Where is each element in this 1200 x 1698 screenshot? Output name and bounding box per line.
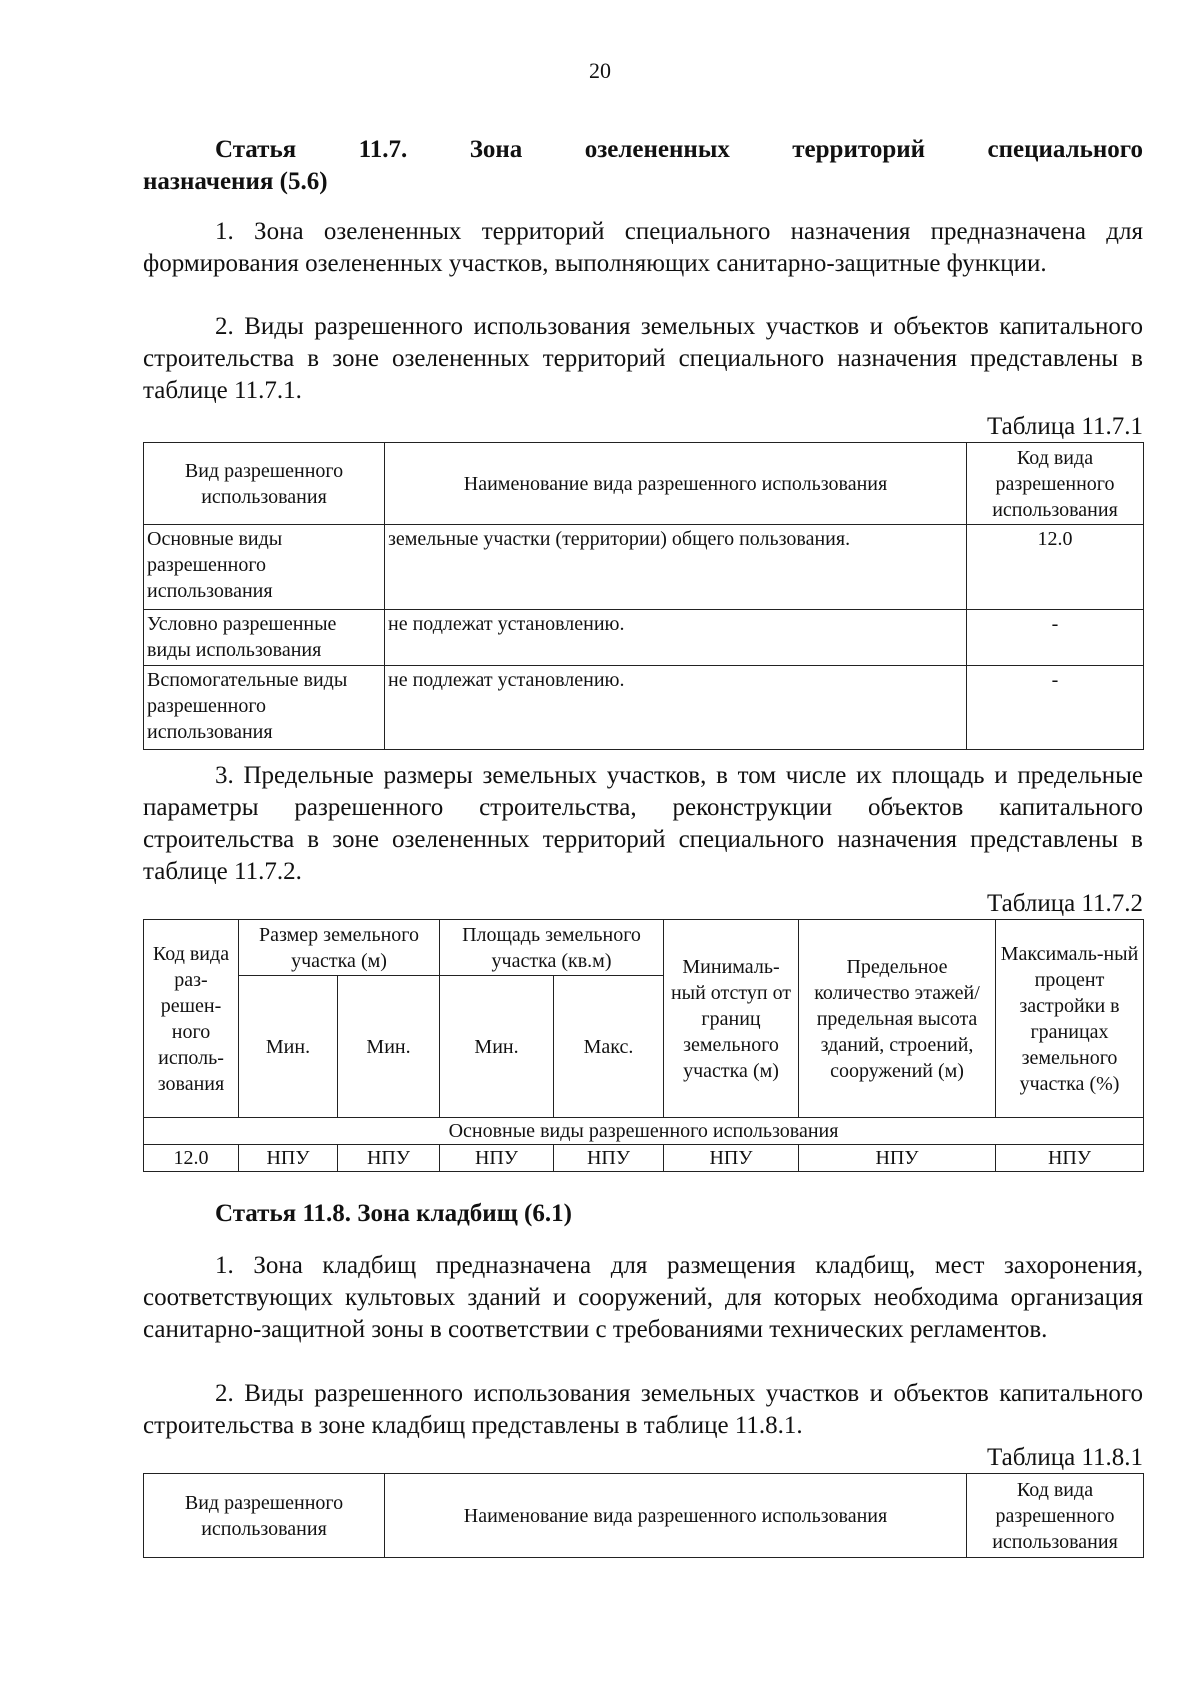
article-11-7-paragraph-1 [143, 216, 1143, 280]
table-cell: НПУ [799, 1145, 996, 1172]
subheader-cell: Макс. [554, 976, 664, 1118]
article-11-8-heading: Статья 11.8. Зона кладбищ (6.1) [215, 1200, 572, 1227]
header-cell: Код вида разрешенного использования [967, 1474, 1144, 1558]
article-11-7-heading [143, 134, 1143, 198]
table-11-7-2 [143, 919, 1144, 1172]
table-header-row [144, 920, 1144, 976]
paragraph-text: 1. Зона кладбищ предназначена для размещения кладбищ, мест захоронения, соответствующих культовых зданий и сооружений, для которых необходима организация санитарно-защитной зоны в соответствии с требованиями технических регламентов. [143, 1252, 1143, 1343]
header-cell: Наименование вида разрешенного использования [385, 443, 967, 525]
table-cell: НПУ [440, 1145, 554, 1172]
header-min-offset: Минималь-ный отступ от границ земельного участка (м) [664, 920, 799, 1118]
table-row [144, 610, 1144, 666]
table-cell: - [967, 666, 1144, 750]
header-area-text: Площадь земельного участка (кв.м) [462, 923, 641, 972]
header-cell: Код вида разрешенного использования [967, 443, 1144, 525]
table-11-8-1-caption: Таблица 11.8.1 [987, 1444, 1143, 1471]
subheader-cell: Мин. [338, 976, 440, 1118]
table-cell: НПУ [239, 1145, 338, 1172]
header-cell: Вид разрешенного использования [144, 443, 385, 525]
table-cell: не подлежат установлению. [385, 666, 967, 750]
table-11-7-1 [143, 442, 1144, 750]
paragraph-text: 2. Виды разрешенного использования земельных участков и объектов капитального строительства в зоне озелененных территорий специального назначения представлены в таблице 11.7.1. [143, 313, 1143, 404]
page-number: 20 [589, 58, 611, 83]
table-section-row [144, 1118, 1144, 1145]
header-floors: Предельное количество этажей/ предельная высота зданий, строений, сооружений (м) [799, 920, 996, 1118]
subheader-cell: Мин. [239, 976, 338, 1118]
paragraph-text: 1. Зона озелененных территорий специального назначения предназначена для формирования озелененных участков, выполняющих санитарно-защитные функции. [143, 218, 1143, 277]
article-11-8-paragraph-2 [143, 1378, 1143, 1442]
article-11-7-heading-line2: назначения (5.6) [143, 168, 328, 195]
table-cell: 12.0 [967, 525, 1144, 610]
table-cell: - [967, 610, 1144, 666]
heading-word: специального [987, 136, 1143, 163]
table-row [144, 1145, 1144, 1172]
header-code: Код вида раз-решен-ного исполь-зования [144, 920, 239, 1118]
section-cell: Основные виды разрешенного использования [144, 1118, 1144, 1145]
article-11-7-heading-line1 [143, 134, 1143, 166]
header-size [239, 920, 440, 976]
table-cell: 12.0 [144, 1145, 239, 1172]
table-cell: НПУ [338, 1145, 440, 1172]
header-max-percent: Максималь-ный процент застройки в границах земельного участка (%) [996, 920, 1144, 1118]
heading-word: Зона [469, 136, 523, 163]
subheader-cell: Мин. [440, 976, 554, 1118]
table-cell: Условно разрешенные виды использования [144, 610, 385, 666]
table-cell: НПУ [664, 1145, 799, 1172]
header-area [440, 920, 664, 976]
table-header-row [144, 1474, 1144, 1558]
paragraph-text: 3. Предельные размеры земельных участков, в том числе их площадь и предельные параметры разрешенного строительства, реконструкции объектов капитального строительства в зоне озелененных территорий специального назначения представлены в таблице 11.7.2. [143, 762, 1143, 885]
heading-word: озелененных [584, 136, 730, 163]
article-11-8-paragraph-1 [143, 1250, 1143, 1346]
article-11-7-paragraph-2 [143, 311, 1143, 407]
table-cell: Основные виды разрешенного использования [144, 525, 385, 610]
header-cell: Вид разрешенного использования [144, 1474, 385, 1558]
table-header-row [144, 443, 1144, 525]
table-cell: не подлежат установлению. [385, 610, 967, 666]
paragraph-text: 2. Виды разрешенного использования земельных участков и объектов капитального строительства в зоне кладбищ представлены в таблице 11.8.1. [143, 1380, 1143, 1439]
table-cell: НПУ [554, 1145, 664, 1172]
table-row [144, 525, 1144, 610]
header-size-text: Размер земельного участка (м) [259, 923, 419, 972]
table-cell: земельные участки (территории) общего пользования. [385, 525, 967, 610]
heading-word: 11.7. [358, 136, 408, 163]
heading-word: территорий [792, 136, 926, 163]
table-11-7-2-caption: Таблица 11.7.2 [987, 890, 1143, 917]
table-row [144, 666, 1144, 750]
table-cell: Вспомогательные виды разрешенного использования [144, 666, 385, 750]
table-11-7-1-caption: Таблица 11.7.1 [987, 413, 1143, 440]
table-cell: НПУ [996, 1145, 1144, 1172]
article-11-7-paragraph-3 [143, 760, 1143, 888]
heading-word: Статья [215, 136, 297, 163]
header-cell: Наименование вида разрешенного использования [385, 1474, 967, 1558]
table-11-8-1 [143, 1473, 1144, 1558]
